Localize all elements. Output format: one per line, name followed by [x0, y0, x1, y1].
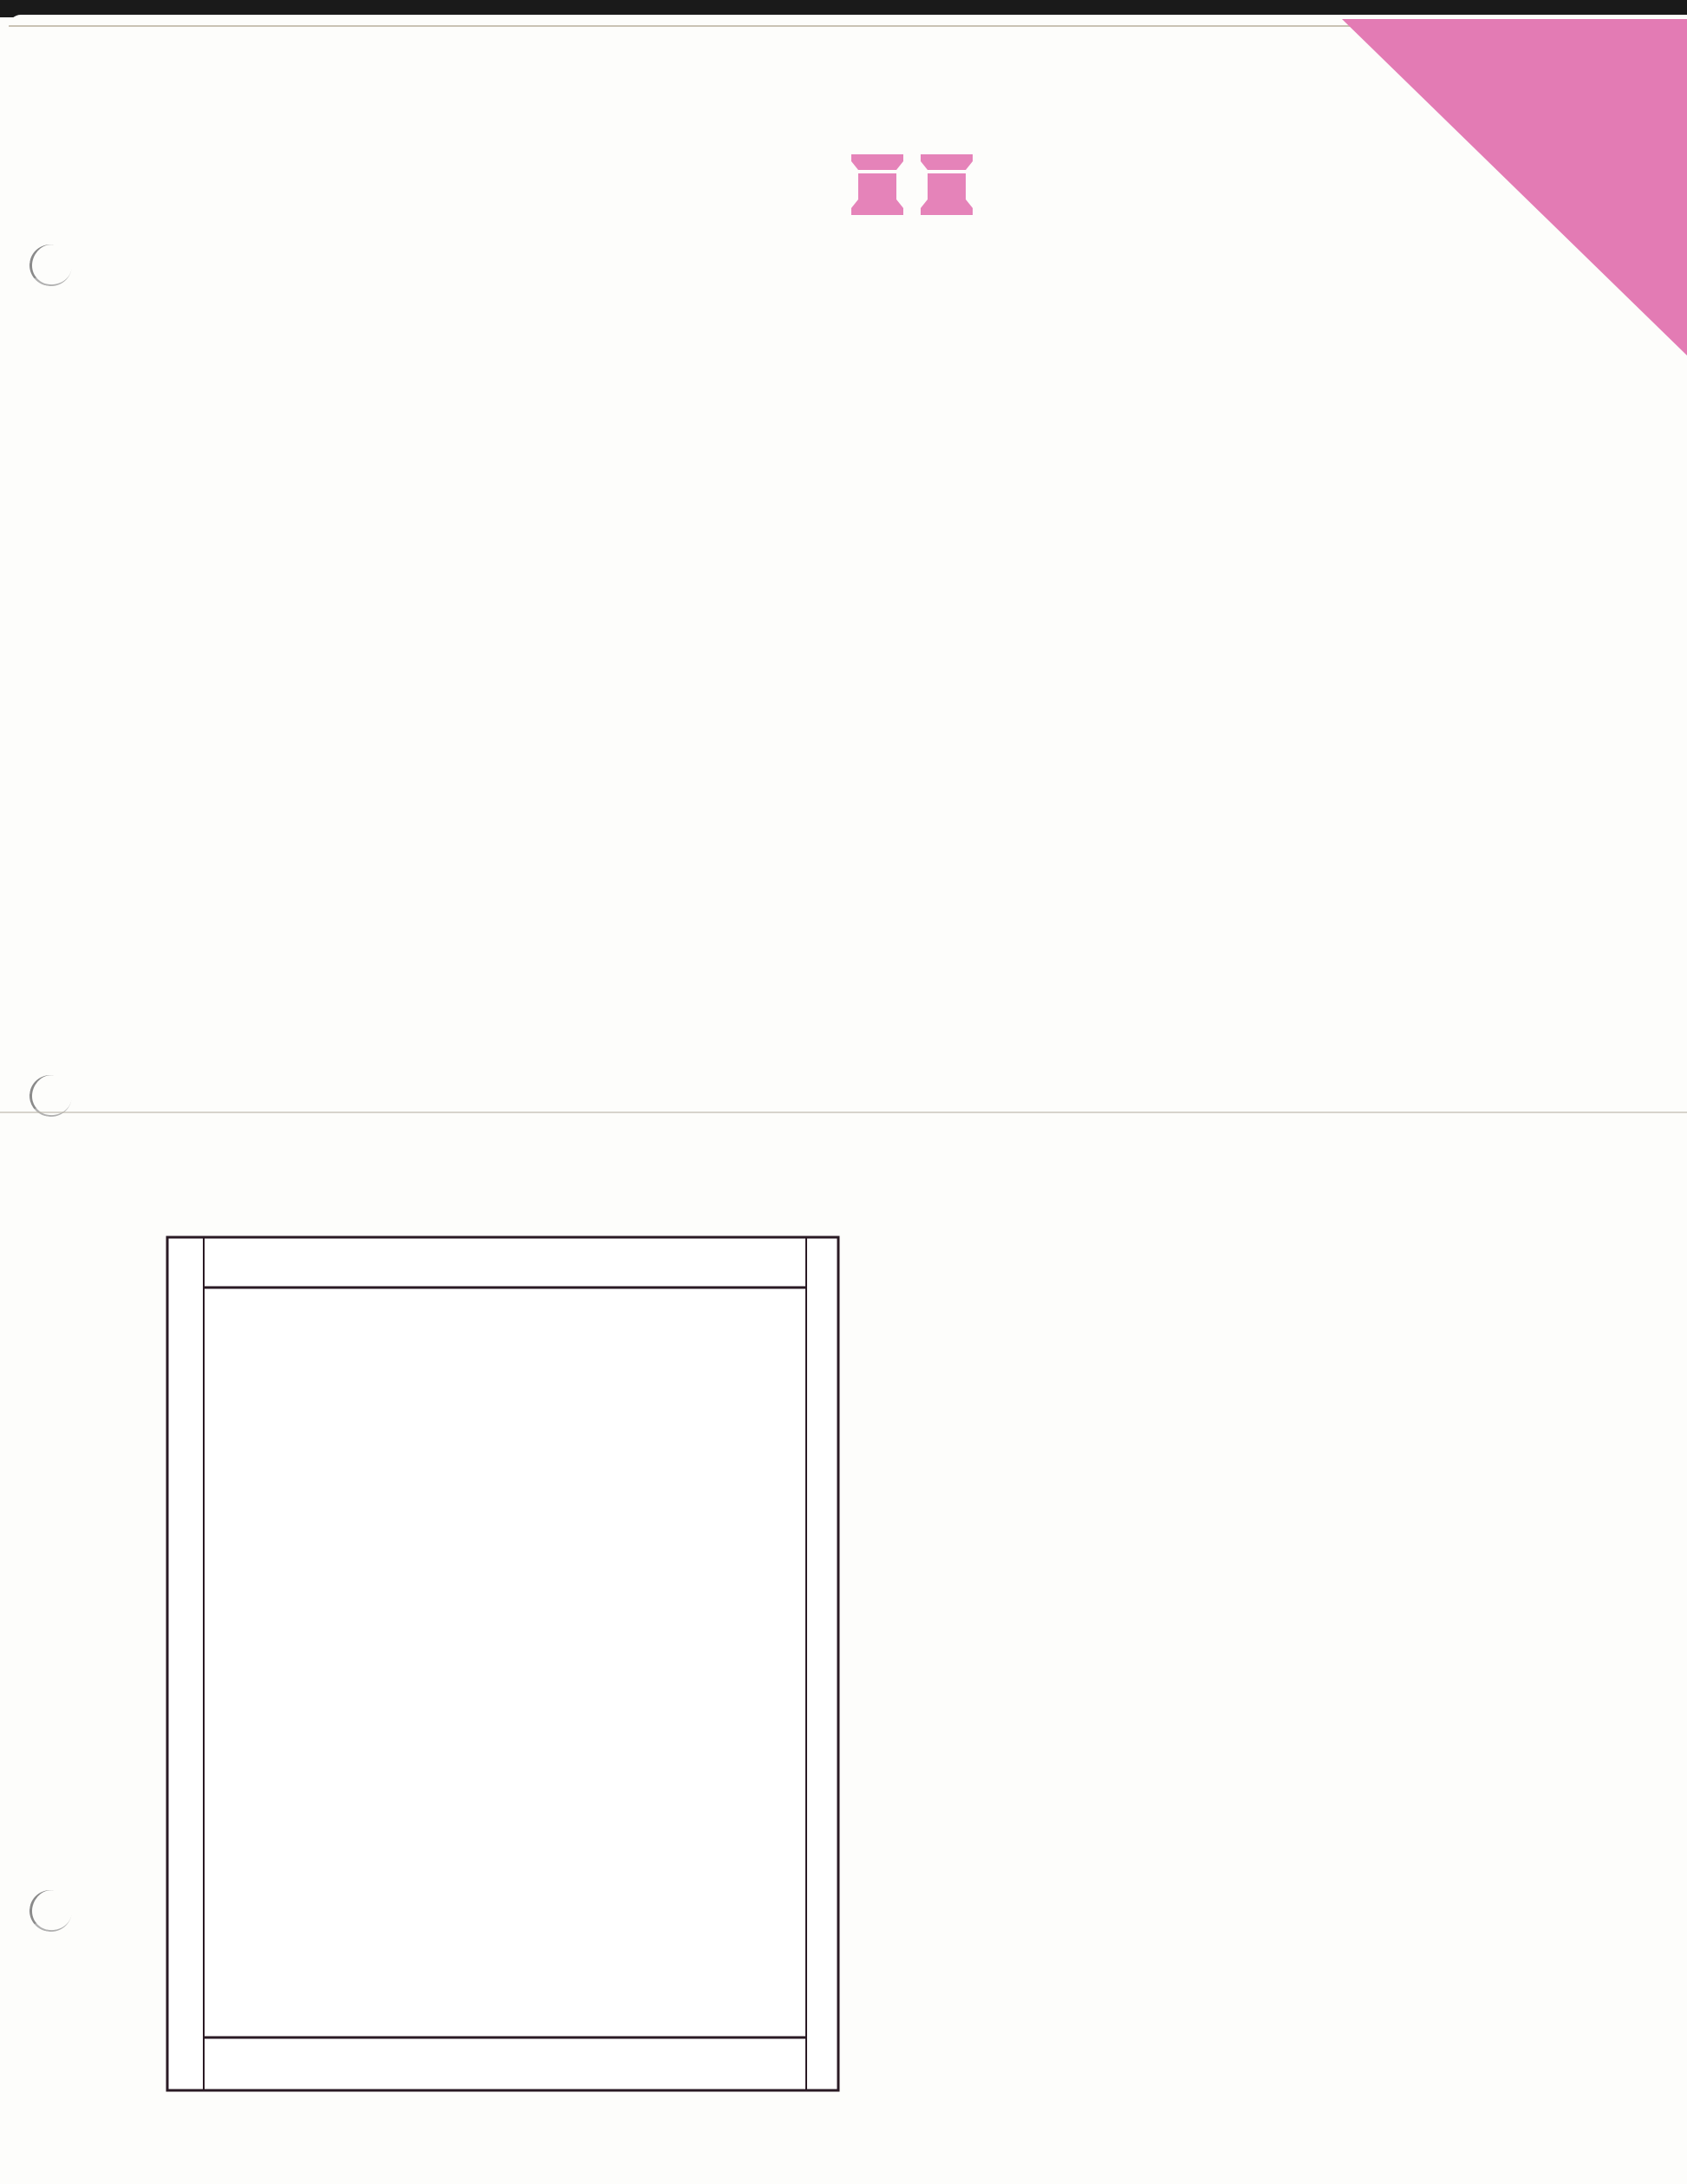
assembly-diagram [988, 538, 1508, 988]
spool-icon [851, 154, 903, 215]
quilt-instructions [897, 1581, 1579, 1594]
spool-icon [921, 154, 973, 215]
fold-crease [0, 1112, 1687, 1113]
binder-hole-top [26, 241, 75, 290]
thread-spools-icon [850, 147, 980, 217]
quilt-layout-diagram [165, 1231, 858, 2098]
binder-hole-bottom [26, 1887, 75, 1935]
corner-tab-triangle [1342, 19, 1687, 355]
page-top-edge [9, 15, 1687, 27]
corner-tab [0, 0, 1687, 434]
block-diagram [258, 488, 744, 974]
quilt-outer-edge [167, 1237, 838, 2090]
